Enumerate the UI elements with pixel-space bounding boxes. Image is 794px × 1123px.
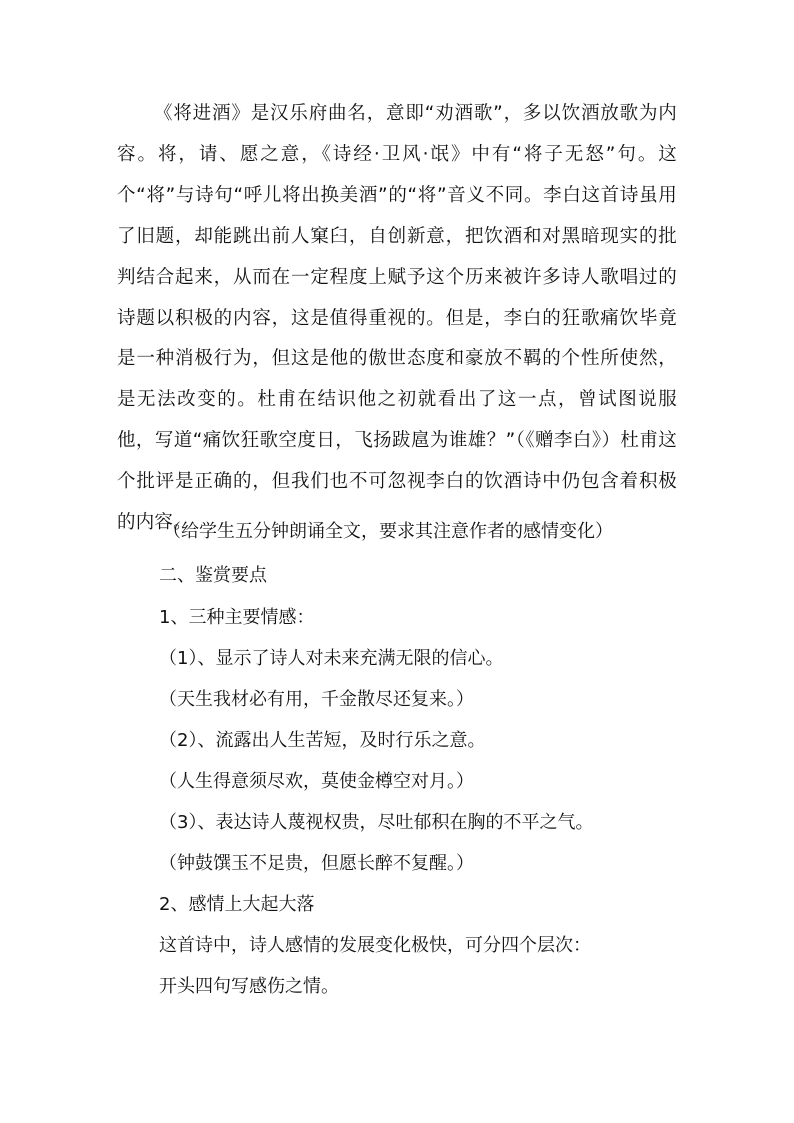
layer-item-1: 开头四句写感伤之情。 (159, 976, 339, 997)
point2-heading: 2、感情上大起大落 (159, 894, 315, 915)
teaching-instruction: （给学生五分钟朗诵全文，要求其注意作者的感情变化） (163, 521, 613, 542)
point1-heading: 1、三种主要情感： (159, 607, 315, 628)
emotion-item-2: （2）、流露出人生苦短，及时行乐之意。 (159, 730, 486, 751)
emotion-item-3: （3）、表达诗人蔑视权贵，尽吐郁积在胸的不平之气。 (159, 812, 594, 833)
quote-line-2: （人生得意须尽欢，莫使金樽空对月。） (159, 771, 474, 792)
emotion-item-1: （1）、显示了诗人对未来充满无限的信心。 (159, 648, 504, 669)
intro-paragraph: 《将进酒》是汉乐府曲名，意即“劝酒歌”，多以饮酒放歌为内容。将，请、愿之意，《诗经·卫风·氓》中有“将子无怒”句。这个“将”与诗句“呼儿将出换美酒”的“将”音义不同。李白这首诗虽用了旧题，却能跳出前人窠臼，自创新意，把饮酒和对黑暗现实的批判结合起来，从而在一定程度上赋予这个历来被许多诗人歌唱过的诗题以积极的内容，这是值得重视的。但是，李白的狂歌痛饮毕竟是一种消极行为，但这是他的傲世态度和豪放不羁的个性所使然，是无法改变的。杜甫在结识他之初就看出了这一点，曾试图说服他，写道“痛饮狂歌空度日，飞扬跋扈为谁雄？”（《赠李白》）杜甫这个批评是正确的，但我们也不可忽视李白的饮酒诗中仍包含着积极的内容。 (117, 103, 677, 534)
quote-line-3: （钟鼓馔玉不足贵，但愿长醉不复醒。） (159, 853, 474, 874)
section-heading: 二、鉴赏要点 (159, 565, 267, 586)
quote-line-1: （天生我材必有用，千金散尽还复来。） (159, 689, 474, 710)
layers-intro: 这首诗中，诗人感情的发展变化极快，可分四个层次： (159, 935, 591, 956)
